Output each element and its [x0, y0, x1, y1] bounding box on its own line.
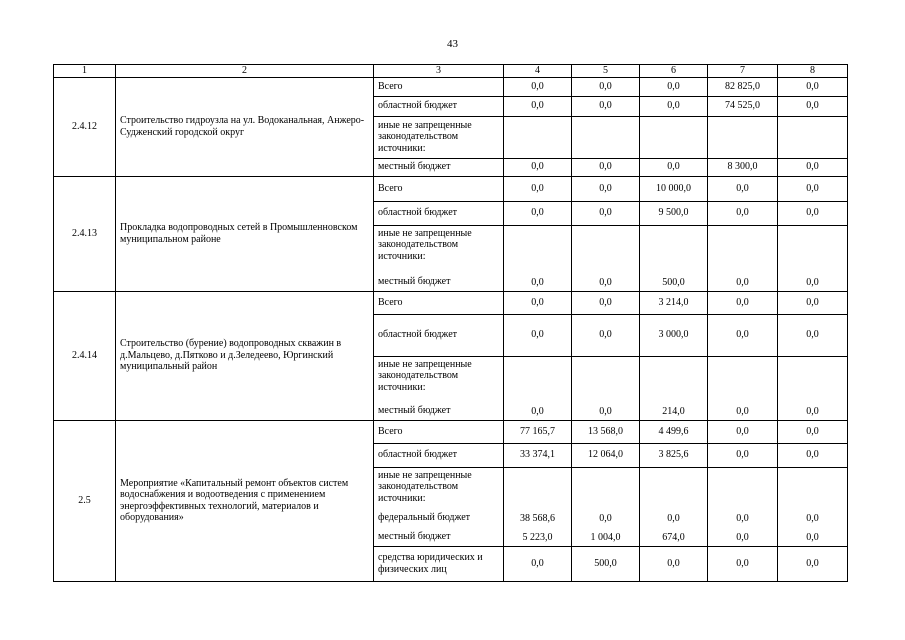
value-line: 0,0 — [736, 512, 749, 524]
value-cell: 0,0 — [778, 96, 848, 116]
table-row — [54, 291, 848, 314]
value-cell: 0,0 — [708, 546, 778, 581]
row-name: Мероприятие «Капитальный ремонт объектов систем водоснабжения и водоотведения с применением энергоэффективных технологий, материалов и оборудования» — [116, 420, 374, 581]
value-cell — [572, 116, 640, 158]
value-cell: 10 000,0 — [640, 176, 708, 201]
value-cell: 0,0 — [572, 201, 640, 225]
value-cell: 0,0 — [708, 314, 778, 356]
funding-source: Всего — [374, 420, 504, 443]
value-cell: 0,0 — [504, 96, 572, 116]
value-cell: 0,0 — [708, 291, 778, 314]
value-cell: 3 825,6 — [640, 443, 708, 467]
value-cell: 12 064,0 — [572, 443, 640, 467]
header-cell: 5 — [572, 65, 640, 78]
value-cell: 0,0 — [778, 443, 848, 467]
value-cell: 74 525,0 — [708, 96, 778, 116]
value-cell: 0,0 — [708, 420, 778, 443]
value-cell: 13 568,0 — [572, 420, 640, 443]
value-cell: 77 165,7 — [504, 420, 572, 443]
value-cell: 0,0 — [504, 176, 572, 201]
value-cell: 0,0 — [504, 314, 572, 356]
value-cell — [778, 116, 848, 158]
row-name: Строительство (бурение) водопроводных скважин в д.Мальцево, д.Пятково и д.Зеледеево, Юргинский муниципальный район — [116, 291, 374, 420]
header-cell: 6 — [640, 65, 708, 78]
funding-source: Всего — [374, 77, 504, 96]
row-code: 2.5 — [54, 420, 116, 581]
value-cell: 0,0 — [708, 356, 778, 420]
header-cell: 4 — [504, 65, 572, 78]
value-cell: 0,0 — [778, 546, 848, 581]
value-cell: 0,0 — [640, 96, 708, 116]
funding-source: Всего — [374, 176, 504, 201]
value-line: 674,0 — [662, 532, 685, 543]
value-cell: 0,0 — [504, 201, 572, 225]
value-cell: 0,0 — [708, 176, 778, 201]
funding-source: областной бюджет — [374, 96, 504, 116]
value-cell: 9 500,0 — [640, 201, 708, 225]
table-row — [54, 77, 848, 96]
value-line: 0,0 — [667, 512, 680, 524]
value-cell: 82 825,0 — [708, 77, 778, 96]
header-cell: 1 — [54, 65, 116, 78]
value-cell: 0,0 — [640, 77, 708, 96]
value-cell: 0,0 — [572, 77, 640, 96]
value-cell: 3 000,0 — [640, 314, 708, 356]
value-cell — [504, 467, 572, 546]
value-cell: 8 300,0 — [708, 158, 778, 176]
value-cell: 33 374,1 — [504, 443, 572, 467]
value-line: 5 223,0 — [522, 532, 553, 543]
funding-source: областной бюджет — [374, 201, 504, 225]
value-cell: 0,0 — [778, 356, 848, 420]
budget-table — [53, 64, 848, 582]
funding-source-sub: местный бюджет — [378, 531, 451, 542]
value-cell: 3 214,0 — [640, 291, 708, 314]
value-cell: 0,0 — [640, 158, 708, 176]
value-cell: 0,0 — [778, 158, 848, 176]
value-cell: 0,0 — [572, 356, 640, 420]
value-cell: 0,0 — [778, 314, 848, 356]
value-line: 38 568,6 — [520, 512, 555, 524]
funding-source: областной бюджет — [374, 443, 504, 467]
value-cell: 214,0 — [640, 356, 708, 420]
header-cell: 3 — [374, 65, 504, 78]
value-cell: 0,0 — [572, 158, 640, 176]
value-cell: 0,0 — [504, 356, 572, 420]
funding-source-sub: федеральный бюджет — [378, 511, 471, 523]
value-line: 0,0 — [806, 532, 819, 543]
value-cell: 0,0 — [504, 225, 572, 291]
funding-source-sub: местный бюджет — [378, 276, 451, 287]
header-cell: 8 — [778, 65, 848, 78]
value-cell: 0,0 — [708, 225, 778, 291]
value-cell: 0,0 — [572, 291, 640, 314]
header-cell: 2 — [116, 65, 374, 78]
value-cell: 0,0 — [504, 77, 572, 96]
header-cell: 7 — [708, 65, 778, 78]
funding-source: иные не запрещенные законодательством источники: — [374, 116, 504, 158]
value-cell: 0,0 — [708, 201, 778, 225]
value-cell: 0,0 — [572, 314, 640, 356]
value-cell: 0,0 — [504, 158, 572, 176]
row-name: Прокладка водопроводных сетей в Промышленновском муниципальном районе — [116, 176, 374, 291]
row-code: 2.4.14 — [54, 291, 116, 420]
value-line: 1 004,0 — [590, 532, 621, 543]
value-cell: 0,0 — [778, 176, 848, 201]
value-cell: 4 499,6 — [640, 420, 708, 443]
funding-source: местный бюджет — [374, 158, 504, 176]
value-cell: 0,0 — [778, 291, 848, 314]
value-cell: 0,0 — [778, 225, 848, 291]
funding-source: областной бюджет — [374, 314, 504, 356]
value-cell — [572, 467, 640, 546]
value-cell — [778, 467, 848, 546]
value-cell: 0,0 — [504, 546, 572, 581]
row-name: Строительство гидроузла на ул. Водоканальная, Анжеро-Судженский городской округ — [116, 77, 374, 176]
value-cell — [640, 467, 708, 546]
value-cell: 0,0 — [778, 77, 848, 96]
funding-source-heading: иные не запрещенные законодательством источники: — [378, 227, 472, 262]
funding-source: средства юридических и физических лиц — [374, 546, 504, 581]
value-line: 0,0 — [806, 512, 819, 524]
value-cell: 500,0 — [572, 546, 640, 581]
value-cell — [708, 116, 778, 158]
funding-source-heading: иные не запрещенные законодательством источники: — [378, 469, 472, 504]
value-cell: 500,0 — [640, 225, 708, 291]
value-cell — [640, 116, 708, 158]
funding-source — [374, 356, 504, 420]
funding-source-sub: местный бюджет — [378, 405, 451, 416]
value-cell: 0,0 — [778, 420, 848, 443]
row-code: 2.4.12 — [54, 77, 116, 176]
page-number: 43 — [447, 38, 458, 50]
funding-source — [374, 225, 504, 291]
value-cell: 0,0 — [708, 443, 778, 467]
value-cell: 0,0 — [572, 225, 640, 291]
funding-source-heading: иные не запрещенные законодательством источники: — [378, 358, 472, 393]
value-cell: 0,0 — [572, 176, 640, 201]
funding-source — [374, 467, 504, 546]
table-row — [54, 176, 848, 201]
funding-source: Всего — [374, 291, 504, 314]
value-line: 0,0 — [599, 512, 612, 524]
value-cell: 0,0 — [778, 201, 848, 225]
value-cell: 0,0 — [504, 291, 572, 314]
header-row — [54, 65, 848, 78]
value-cell: 0,0 — [640, 546, 708, 581]
value-cell — [708, 467, 778, 546]
table-row — [54, 420, 848, 443]
value-line: 0,0 — [736, 532, 749, 543]
value-cell — [504, 116, 572, 158]
row-code: 2.4.13 — [54, 176, 116, 291]
value-cell: 0,0 — [572, 96, 640, 116]
